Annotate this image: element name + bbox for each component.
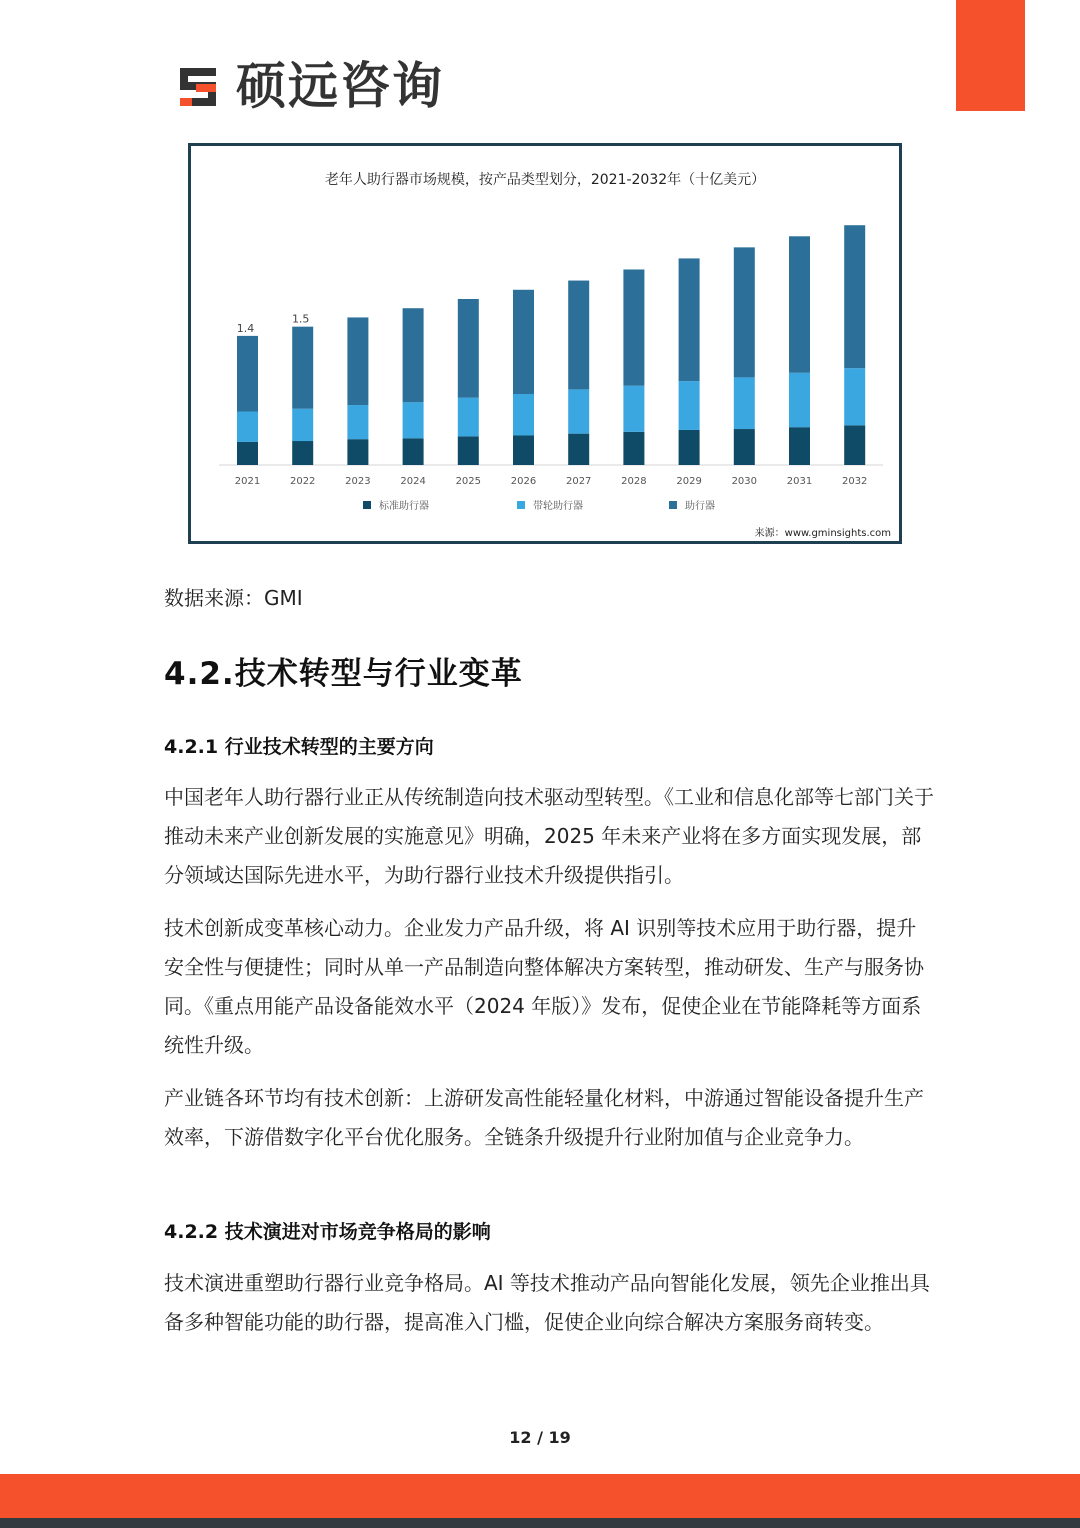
bar-segment-2028-2 — [623, 269, 644, 385]
legend-swatch — [363, 501, 371, 509]
chart-source-note: 来源：www.gminsights.com — [754, 528, 891, 539]
bar-segment-2031-1 — [789, 373, 810, 427]
chart-title: 老年人助行器市场规模，按产品类型划分，2021-2032年（十亿美元） — [324, 172, 766, 188]
x-tick-label: 2025 — [455, 476, 482, 487]
bar-segment-2021-2 — [237, 336, 258, 412]
bar-segment-2021-1 — [237, 412, 258, 442]
bar-segment-2022-0 — [292, 441, 313, 465]
bar-segment-2024-0 — [403, 438, 424, 465]
bar-segment-2031-2 — [789, 236, 810, 372]
subsection-heading-1: 4.2.1 行业技术转型的主要方向 — [164, 736, 434, 758]
x-tick-label: 2021 — [234, 476, 261, 487]
paragraph-2: 技术创新成变革核心动力。企业发力产品升级，将 AI 识别等技术应用于助行器，提升安全性与便捷性；同时从单一产品制造向整体解决方案转型，推动研发、生产与服务协同。《重点用能产品设备能效水平（2024 年版）》发布，促使企业在节能降耗等方面系统性升级。 — [164, 916, 924, 1057]
bar-segment-2026-2 — [513, 290, 534, 394]
bar-segment-2024-2 — [403, 308, 424, 402]
bar-segment-2030-0 — [734, 429, 755, 465]
logo-mark-icon — [176, 62, 224, 110]
page-number: 12 / 19 — [509, 1428, 571, 1447]
paragraph-3: 产业链各环节均有技术创新：上游研发高性能轻量化材料，中游通过智能设备提升生产效率，下游借数字化平台优化服务。全链条升级提升行业附加值与企业竞争力。 — [164, 1086, 924, 1149]
data-source-note: 数据来源：GMI — [164, 586, 303, 610]
x-tick-label: 2022 — [289, 476, 316, 487]
total-data-label: 1.5 — [291, 312, 310, 326]
section-heading: 4.2.技术转型与行业变革 — [164, 656, 523, 692]
bar-segment-2032-1 — [844, 368, 865, 425]
footer-dark-strip — [0, 1518, 1080, 1528]
bar-segment-2022-1 — [292, 409, 313, 441]
bar-segment-2030-2 — [734, 247, 755, 377]
brand-logo — [176, 58, 444, 114]
subsection-heading-2: 4.2.2 技术演进对市场竞争格局的影响 — [164, 1221, 491, 1243]
bar-segment-2021-0 — [237, 442, 258, 465]
total-data-label: 1.4 — [236, 321, 255, 335]
bar-segment-2029-0 — [679, 430, 700, 465]
bar-segment-2025-1 — [458, 398, 479, 437]
bar-segment-2029-2 — [679, 258, 700, 381]
bar-segment-2025-0 — [458, 436, 479, 465]
footer-accent-bar — [0, 1474, 1080, 1518]
x-tick-label: 2024 — [400, 476, 426, 487]
bar-segment-2027-0 — [568, 434, 589, 465]
x-tick-label: 2030 — [731, 476, 758, 487]
bar-segment-2022-2 — [292, 327, 313, 409]
bar-segment-2023-0 — [347, 439, 368, 465]
legend-label: 带轮助行器 — [533, 501, 583, 512]
x-tick-label: 2027 — [565, 476, 592, 487]
bar-segment-2023-2 — [347, 317, 368, 405]
x-tick-label: 2026 — [510, 476, 537, 487]
legend-swatch — [669, 501, 677, 509]
bar-segment-2032-0 — [844, 425, 865, 465]
bar-segment-2023-1 — [347, 405, 368, 439]
bar-segment-2025-2 — [458, 299, 479, 398]
bar-segment-2030-1 — [734, 377, 755, 429]
legend-swatch — [517, 501, 525, 509]
bar-segment-2027-2 — [568, 281, 589, 390]
bar-segment-2029-1 — [679, 381, 700, 430]
bar-segment-2031-0 — [789, 427, 810, 465]
bar-segment-2028-0 — [623, 432, 644, 465]
legend-label: 助行器 — [685, 501, 715, 512]
x-tick-label: 2031 — [786, 476, 813, 487]
legend-label: 标准助行器 — [379, 501, 429, 512]
x-tick-label: 2032 — [841, 476, 868, 487]
stacked-bar-chart — [191, 146, 899, 541]
bar-segment-2027-1 — [568, 389, 589, 433]
x-tick-label: 2023 — [345, 476, 371, 487]
x-tick-label: 2029 — [676, 476, 702, 487]
paragraph-1: 中国老年人助行器行业正从传统制造向技术驱动型转型。《工业和信息化部等七部门关于推动未来产业创新发展的实施意见》明确，2025 年未来产业将在多方面实现发展，部分领域达国际先进水平，为助行器行业技术升级提供指引。 — [164, 785, 934, 887]
chart-frame — [188, 143, 902, 544]
bar-segment-2026-0 — [513, 435, 534, 465]
paragraph-4: 技术演进重塑助行器行业竞争格局。AI 等技术推动产品向智能化发展，领先企业推出具备多种智能功能的助行器，提高准入门槛，促使企业向综合解决方案服务商转变。 — [164, 1271, 930, 1334]
x-tick-label: 2028 — [621, 476, 647, 487]
corner-accent-block — [956, 0, 1025, 111]
bar-segment-2028-1 — [623, 386, 644, 432]
bar-segment-2026-1 — [513, 394, 534, 436]
logo-text: 硕远咨询 — [236, 57, 444, 115]
bar-segment-2024-1 — [403, 402, 424, 438]
bar-segment-2032-2 — [844, 225, 865, 368]
